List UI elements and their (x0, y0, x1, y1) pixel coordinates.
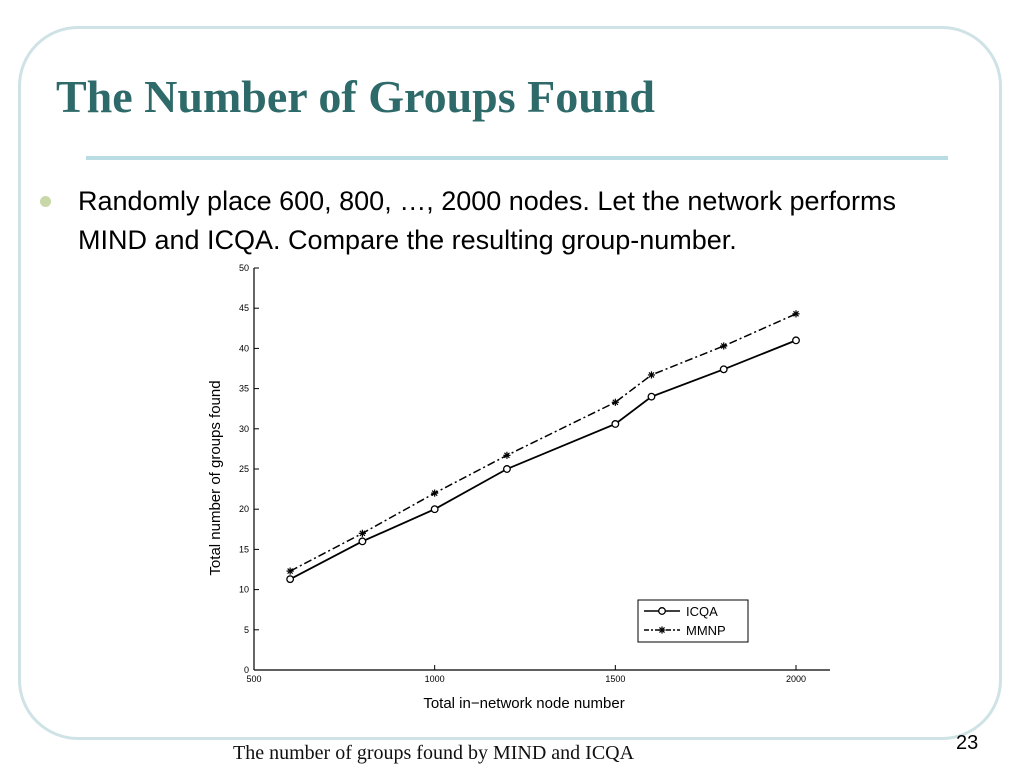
data-point-marker (503, 452, 510, 459)
x-tick-label: 1500 (605, 674, 626, 684)
bullet-icon (40, 196, 51, 207)
chart-svg (200, 258, 807, 720)
data-point-marker (658, 626, 665, 633)
y-tick-label: 30 (238, 423, 249, 434)
data-point-marker (793, 337, 800, 344)
bullet-text: Randomly place 600, 800, …, 2000 nodes. Let the network performs MIND and ICQA. Compare the resulting group-number. (78, 186, 896, 255)
y-tick-label: 10 (238, 584, 249, 595)
y-tick-label: 15 (238, 544, 249, 555)
figure-caption: The number of groups found by MIND and ICQA (207, 742, 797, 768)
y-tick-label: 20 (238, 504, 249, 515)
data-point-marker (612, 421, 619, 428)
y-tick-label: 50 (238, 263, 249, 273)
data-point-marker (359, 538, 366, 545)
data-point-marker (287, 568, 294, 575)
data-point-marker (648, 371, 655, 378)
legend-label-mmnp: MMNP (686, 623, 726, 638)
y-tick-label: 25 (238, 464, 249, 474)
y-tick-label: 45 (238, 303, 249, 314)
data-point-marker (720, 342, 727, 349)
data-point-marker (504, 466, 511, 473)
data-point-marker (792, 310, 799, 317)
title-divider (86, 156, 948, 160)
y-tick-label: 5 (243, 624, 249, 635)
data-point-marker (431, 506, 438, 513)
data-point-marker (659, 608, 666, 615)
x-tick-label: 1000 (424, 674, 445, 684)
chart-figure (200, 258, 807, 720)
data-point-marker (720, 366, 727, 373)
y-axis-label: Total number of groups found (207, 380, 224, 576)
data-point-marker (648, 393, 655, 400)
chart-background (200, 258, 807, 720)
data-point-marker (287, 576, 294, 583)
y-tick-label: 35 (238, 383, 249, 394)
legend-label-icqa: ICQA (686, 604, 718, 619)
y-tick-label: 0 (243, 665, 249, 675)
x-tick-label: 500 (246, 674, 262, 684)
page-number: 23 (956, 732, 979, 754)
y-tick-label: 40 (238, 343, 249, 354)
x-axis-label: Total in−network node number (423, 695, 625, 712)
x-tick-label: 2000 (785, 674, 807, 684)
slide-title: The Number of Groups Found (56, 71, 655, 122)
